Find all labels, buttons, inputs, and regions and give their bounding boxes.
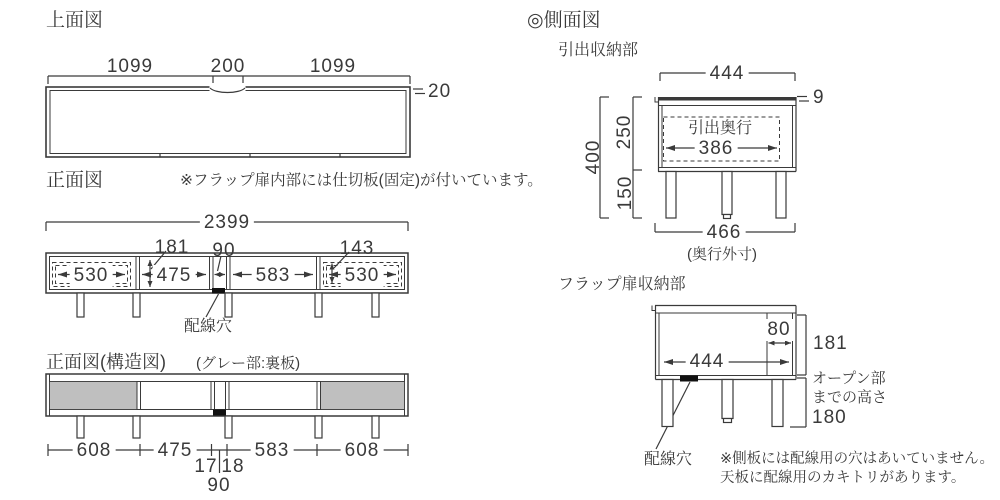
structural-seg-4: 608 [341,440,384,462]
structural-view-legend: (グレー部:裏板) [196,355,301,372]
structural-sub-right: 18 [221,456,245,477]
front-view-title: 正面図 [46,170,104,191]
flap-view-note-2: 天板に配線用のカキトリがあります。 [720,470,966,486]
structural-view-title: 正面図(構造図) [46,352,166,372]
front-view-flap-inner-left: 530 [70,265,113,287]
flap-view-open-label-2: までの高さ [812,389,888,406]
side-view-depth-outer-label: (奥行外寸) [687,246,757,263]
side-view-top-width: 444 [706,63,749,85]
top-view-dim-center: 200 [210,56,246,77]
front-view-center-width: 90 [212,240,236,261]
front-view-open-width-1: 475 [153,265,196,287]
flap-view-label: フラップ扉収納部 [558,276,686,293]
side-view-title: ◎側面図 [527,10,601,31]
side-view-drawer-depth-label: 引出奥行 [687,120,753,137]
front-view-flap-inner-right: 530 [341,265,384,287]
top-view-title: 上面図 [46,10,104,31]
flap-view-open-height: 180 [812,407,847,428]
top-view-dim-right: 1099 [309,56,357,77]
side-view-drawer-label: 引出収納部 [558,42,639,59]
structural-seg-3: 583 [251,440,294,462]
structural-seg-2: 475 [154,440,197,462]
front-view-open-height: 181 [154,237,190,258]
flap-view-shelf-depth: 80 [763,319,794,341]
front-view-note: ※フラップ扉内部には仕切板(固定)が付いています。 [180,172,543,189]
side-view-drawer-depth: 386 [695,138,738,160]
structural-sub-left: 17 [194,456,218,477]
side-view-height-upper: 250 [614,114,636,150]
side-view-top-thickness: 9 [813,87,825,108]
flap-view-inner-width: 444 [686,351,729,373]
structural-sub-total: 90 [207,475,231,496]
top-view-drawing [46,76,425,158]
front-view-flap-height: 143 [339,238,375,259]
side-view-depth-outer: 466 [703,222,746,244]
top-view-dim-left: 1099 [106,56,154,77]
top-view-thickness: 20 [428,81,452,102]
structural-seg-1: 608 [73,440,116,462]
front-view-total-width: 2399 [200,212,254,234]
side-view-height-legs: 150 [615,175,637,211]
flap-view-inner-height: 181 [813,333,848,354]
flap-view-open-label-1: オープン部 [812,370,886,387]
front-view-wiring-hole-label: 配線穴 [184,318,233,335]
flap-view-note-1: ※側板には配線用の穴はあいていません。 [720,451,995,467]
flap-view-wiring-hole-label: 配線穴 [644,451,693,468]
side-view-height-total: 400 [583,139,605,175]
front-view-open-width-2: 583 [252,265,295,287]
